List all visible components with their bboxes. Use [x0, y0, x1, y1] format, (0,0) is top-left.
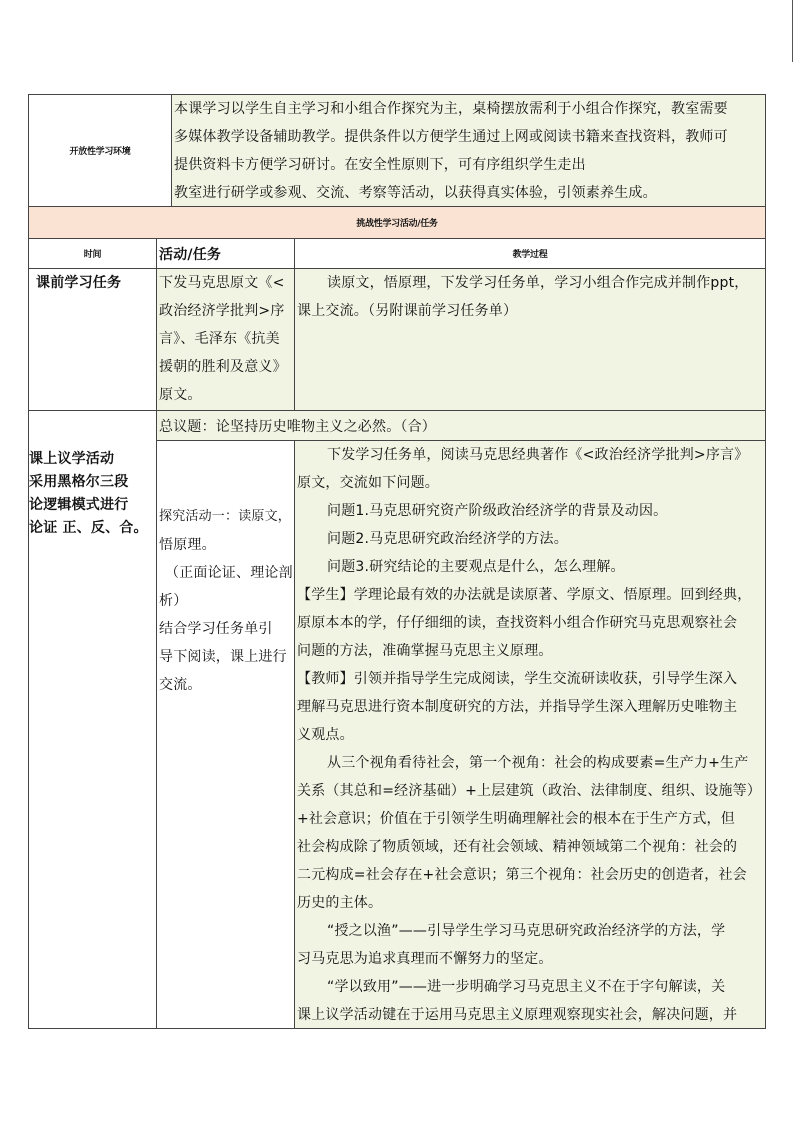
class-task-line: 析）	[159, 593, 188, 609]
header-process: 教学过程	[512, 250, 548, 260]
class-time-line: 课上议学活动	[29, 451, 115, 467]
class-process-line: 问题2.马克思研究政治经济学的方法。	[327, 531, 568, 547]
env-line: 多媒体教学设备辅助教学。提供条件以方便学生通过上网或阅读书籍来查找资料，教师可	[174, 129, 728, 145]
class-task-line: 探究活动一：读原文，	[159, 509, 292, 524]
header-time-cell	[28, 238, 157, 269]
class-process-line: 问题1.马克思研究资产阶级政治经济学的背景及动因。	[327, 503, 668, 519]
pre-time-cell	[28, 268, 157, 411]
pre-process-line: 读原文，悟原理，下发学习任务单，学习小组合作完成并制作ppt，	[327, 275, 749, 291]
general-topic: 总议题：论坚持历史唯物主义之必然。（合）	[159, 418, 436, 435]
class-process-line: 习马克思为追求真理而不懈努力的坚定。	[297, 951, 553, 967]
lesson-plan-table	[28, 94, 766, 1029]
env-line: 本课学习以学生自主学习和小组合作探究为主，桌椅摆放需利于小组合作探究，教室需要	[174, 101, 728, 117]
pre-task-line: 言》、毛泽东《抗美	[159, 331, 280, 347]
class-process-line: 义观点。	[297, 727, 354, 743]
class-process-line: “学以致用”——进一步明确学习马克思主义不在于字句解读，关	[327, 979, 726, 995]
class-process-line: +社会意识；价值在于引领学生明确理解社会的根本在于生产方式，但	[297, 811, 735, 827]
class-process-cell	[294, 440, 766, 1029]
class-time-line: 论证 正、反、合。	[29, 520, 148, 536]
section-banner-title: 挑战性学习活动/任务	[356, 219, 438, 229]
class-process-line: 课上议学活动键在于运用马克思主义原理观察现实社会，解决问题，并	[297, 1007, 738, 1023]
class-time-line: 论逻辑模式进行	[29, 497, 129, 513]
pre-task-line: 下发马克思原文《<	[159, 275, 285, 291]
class-process-line: 【学生】学理论最有效的办法就是读原著、学原文、悟原理。回到经典，	[297, 587, 752, 603]
env-label-cell	[28, 94, 172, 207]
class-task-line: 交流。	[159, 677, 202, 693]
pre-process-line: 课上交流。（另附课前学习任务单）	[297, 303, 518, 319]
general-topic-cell	[156, 410, 766, 441]
class-task-line: （正面论证、理论剖	[165, 565, 293, 581]
class-time-line: 采用黑格尔三段	[29, 474, 129, 490]
header-process-cell	[294, 238, 766, 269]
pre-task-line: 援朝的胜利及意义》	[159, 359, 287, 375]
class-process-line: 关系（其总和=经济基础）+上层建筑（政治、法律制度、组织、设施等）	[297, 783, 762, 799]
pre-process-cell	[294, 268, 766, 411]
class-process-line: 理解马克思进行资本制度研究的方法，并指导学生深入理解历史唯物主	[297, 699, 738, 715]
env-line: 教室进行研学或参观、交流、考察等活动，以获得真实体验，引领素养生成。	[174, 185, 657, 201]
class-process-line: 【教师】引领并指导学生完成阅读，学生交流研读收获，引导学生深入	[297, 671, 738, 687]
class-process-line: 下发学习任务单，阅读马克思经典著作《<政治经济学批判>序言》	[327, 447, 749, 463]
pre-time: 课前学习任务	[36, 275, 122, 291]
class-process-line: 问题的方法，准确掌握马克思主义原理。	[297, 643, 553, 659]
page-edge-line	[792, 0, 793, 62]
class-process-line: 原原本本的学，仔仔细细的读，查找资料小组合作研究马克思观察社会	[297, 615, 738, 631]
pre-task-cell	[156, 268, 295, 411]
env-line: 提供资料卡方便学习研讨。在安全性原则下，可有序组织学生走出	[174, 157, 586, 173]
header-task: 活动/任务	[159, 246, 222, 263]
class-task-cell	[156, 440, 295, 1029]
class-task-line: 结合学习任务单引	[159, 621, 273, 637]
pre-task-line: 原文。	[159, 387, 202, 403]
class-process-line: “授之以渔”——引导学生学习马克思研究政治经济学的方法，学	[327, 923, 726, 939]
class-time-cell	[28, 410, 157, 1029]
env-content-cell	[171, 94, 766, 207]
env-label: 开放性学习环境	[69, 147, 131, 157]
header-task-cell	[156, 238, 295, 269]
class-process-line: 历史的主体。	[297, 895, 383, 911]
class-process-line: 从三个视角看待社会，第一个视角：社会的构成要素=生产力+生产	[327, 755, 749, 771]
header-time: 时间	[83, 250, 102, 260]
class-process-line: 社会构成除了物质领域，还有社会领域、精神领域第二个视角：社会的	[297, 839, 738, 855]
class-task-line: 导下阅读，课上进行	[159, 649, 287, 665]
section-banner	[28, 206, 766, 239]
class-process-line: 问题3.研究结论的主要观点是什么，怎么理解。	[327, 559, 625, 575]
class-process-line: 原文，交流如下问题。	[297, 475, 439, 491]
pre-task-line: 政治经济学批判>序	[159, 303, 285, 319]
class-task-line: 悟原理。	[159, 537, 216, 553]
class-process-line: 二元构成=社会存在+社会意识；第三个视角：社会历史的创造者，社会	[297, 867, 747, 883]
